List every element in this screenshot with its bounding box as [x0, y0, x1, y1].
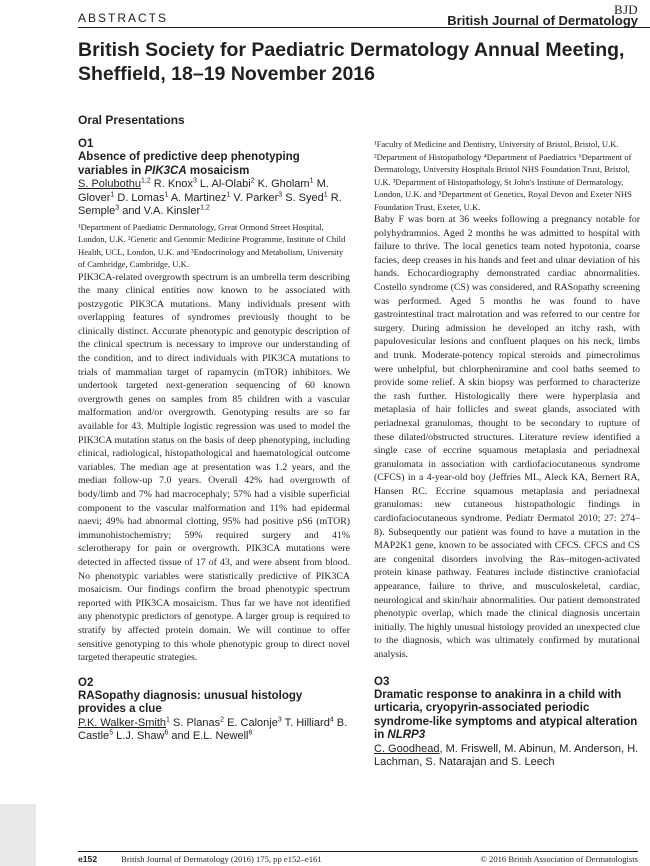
author-name: M. Friswell — [445, 742, 499, 755]
o3-title-pre: Dramatic response to anakinra in a child with urticaria, cryopyrin-associated periodic syndrome-like symptoms and atypical alteration in — [374, 688, 638, 742]
author-affiliation-mark: 6 — [164, 729, 169, 737]
author-name: M. Glover — [78, 178, 329, 204]
abstract-o1-number: O1 — [78, 138, 94, 150]
right-column — [374, 138, 640, 770]
author-affiliation-mark: 2 — [250, 177, 255, 185]
author-affiliation-mark: 3 — [277, 716, 282, 724]
author-separator: , — [553, 742, 560, 755]
abstract-o2-body: Baby F was born at 36 weeks following a pregnancy notable for polyhydramnios. Aged 2 months he was admitted to hospital with failure to thrive. The local genetics team noted hypotonia, coarse facies, deep creases in his hands and feet and ulnar deviation of his hands. Echocardiography demonstrated cardiac abnormalities. Costello syndrome (CS) was considered, and RASopathy screening was performed. Aged 5 months he was found to have gastrointestinal tract malrotation and was referred to our centre for surgery. During admission he developed an itchy rash, with papulovesicular lesions and confluent plaques on his neck, limbs and trunk. Moderate-potency topical steroids and pimecrolimus were unhelpful, but chlorpheniramine and cool baths seemed to provide some relief. A skin biopsy was performed to characterize the rash further. Histologically there were hyperplasia and metaplasia of hair follicles and sweat glands, associated with periadnexal granulomas, thought to be secondary to rupture of these dilated/obstructed structures. Literature review identified a single case of eccrine squamous metaplasia and periadnexal granulomata in association with cardiofaciocutaneous syndrome (CFCS) in a 4-year-old boy (Jeffries ML, Aleck KA, Bernert RA, Hansen RC. Eccrine squamous metaplasia and periadnexal granulomas: new cutaneous histopathologic findings in cardiofaciocutaneous syndrome. Pediatr Dermatol 2010; 27: 274–8). Subsequently our patient was found to have a mutation in the MAP2K1 gene, known to be associated with CFCS. CFCS and CS are congenital disorders involving the Ras–mitogen-activated protein kinase pathway. Features include distinctive craniofacial appearance, failure to thrive, and musculoskeletal, cardiac, neurological and skin/hair abnormalities. Our patient demonstrated phenotypic overlap, which made the clinical diagnosis uncertain initially. The highly unusual histology provided an unexpected clue to the diagnosis, which was ultimately confirmed by mutational analysis. — [374, 214, 640, 660]
author-name: B. Castle — [78, 716, 348, 743]
author-affiliation-mark: 1 — [226, 190, 231, 198]
author-name: K. Gholam — [257, 178, 310, 190]
author-name: S. Planas — [173, 716, 221, 729]
author-name: R. Knox — [153, 178, 193, 190]
author-name: A. Martinez — [170, 191, 227, 204]
author-affiliation-mark: 5 — [109, 729, 114, 737]
author-separator: and — [119, 205, 144, 217]
author-affiliation-mark: 3 — [192, 177, 197, 185]
author-name: T. Hilliard — [284, 716, 330, 729]
footer-left — [78, 854, 322, 864]
footer-rule — [78, 851, 638, 852]
author-separator: , — [498, 742, 505, 755]
page-number: e152 — [78, 854, 98, 864]
o1-title-post: mosaicism — [186, 164, 250, 177]
author-name: E. Calonje — [227, 716, 278, 729]
page-title: British Society for Paediatric Dermatology Annual Meeting, Sheffield, 18–19 November 2016 — [78, 39, 625, 85]
abstract-o1-authors — [78, 178, 350, 219]
author-name: S. Polubothu — [78, 178, 141, 190]
author-affiliation-mark: 1,2 — [200, 204, 210, 212]
author-affiliation-mark: 1 — [323, 190, 328, 198]
abstract-o3-number: O3 — [374, 675, 390, 688]
author-name: S. Syed — [285, 191, 324, 204]
author-name: C. Goodhead — [374, 742, 440, 755]
abstract-o2-authors — [78, 717, 350, 744]
copyright: © 2016 British Association of Dermatologists — [480, 854, 638, 864]
author-affiliation-mark: 1 — [309, 177, 314, 185]
author-name: E.L. Newell — [192, 730, 249, 743]
citation: British Journal of Dermatology (2016) 175, pp e152–e161 — [121, 854, 322, 864]
author-affiliation-mark: 1 — [166, 716, 170, 724]
abstract-o2-title: RASopathy diagnosis: unusual histology provides a clue — [78, 689, 303, 716]
o3-title-gene: NLRP3 — [387, 729, 426, 742]
author-separator: , — [419, 756, 426, 769]
section-label: ABSTRACTS — [78, 11, 169, 25]
o1-title-pre: Absence of predictive deep phenotyping variables in — [78, 151, 300, 177]
author-separator: and — [168, 730, 193, 743]
author-affiliation-mark: 4 — [329, 716, 334, 724]
author-affiliation-mark: 2 — [220, 716, 224, 724]
author-affiliation-mark: 6 — [248, 729, 253, 737]
author-name: M. Abinun — [504, 742, 554, 755]
header-rule — [78, 27, 650, 28]
author-separator: , — [439, 742, 446, 755]
author-affiliation-mark: 3 — [278, 190, 283, 198]
author-separator: and — [486, 756, 512, 769]
author-affiliation-mark: 1 — [164, 190, 169, 198]
author-name: R. Semple — [78, 191, 342, 217]
author-name: L.J. Shaw — [116, 730, 165, 743]
author-name: M. Anderson — [559, 742, 622, 755]
author-name: S. Natarajan — [425, 756, 487, 769]
side-tab — [0, 804, 36, 866]
author-affiliation-mark: 1 — [110, 190, 115, 198]
author-name: D. Lomas — [117, 191, 165, 204]
abstract-o2-number: O2 — [78, 676, 94, 689]
author-name: S. Leech — [511, 756, 555, 769]
abstract-o1-affiliations: ¹Department of Paediatric Dermatology, Great Ormond Street Hospital, London, U.K. ²Genetic and Genomic Medicine Programme, Institute of Child Health, UCL, London, U.K. and ³Endocrinology and Metabolism, University of Cambridge, Cambridge, U.K. — [78, 221, 346, 269]
abstract-o2-affiliations: ¹Faculty of Medicine and Dentistry, University of Bristol, Bristol, U.K. ²Department of Histopathology ⁴Department of Paediatrics ⁶Department of Dermatology, University Hospitals Bristol NHS Foundation Trust, Bristol, U.K. ³Department of Histopathology, St John's Institute of Dermatology, London, U.K. and ⁵Department of Genetics, Royal Devon and Exeter NHS Foundation Trust, Exeter, U.K. — [374, 139, 632, 212]
author-name: P.K. Walker-Smith — [78, 716, 167, 729]
author-affiliation-mark: 1,2 — [141, 177, 151, 185]
abstract-o1-body: PIK3CA-related overgrowth spectrum is an umbrella term describing the many clinical entities now known to be associated with postzygotic PIK3CA mutations. Many individuals present with overlapping features of syndromes previously thought to be clinically distinct. Accurate phenotypic and genotypic description of the clinical spectrum is necessary to improve our understanding of the condition, and to direct individuals with PIK3CA mutations to trials of mammalian target of rapamycin (mTOR) inhibitors. We undertook targeted next-generation sequencing of 60 known overgrowth genes on samples from 85 children with a vascular malformation and/or overgrowth. Genotyping results are so far available for 43. Multiple logistic regression was used to model the PIK3CA mutation status on the basis of deep phenotyping, including clinical, radiological, histopathological and haematological outcome variables. The median age at presentation was 1.2 years, and the median follow-up 7.0 years. Overall 42% had overgrowth of body/limb and 7% had macrocephaly; 57% had a visible superficial component to the vascular malformation and 11% had epidermal naevi; 49% had abnormal clotting, 95% had positive pS6 (mTOR) immunohistochemistry; 59% required surgery and 41% sclerotherapy for pain or overgrowth. PIK3CA mutations were detected in affected tissue of 17 of 43, and were absent from blood. No phenotypic variables were statistically predictive of PIK3CA mosaicism. Our findings confirm the broad phenotypic spectrum reported with PIK3CA mosaicism. Thus far we have not identified any phenotypic predictors of genotype. A larger group is required to stratify by affected protein domain. We will continue to offer sensitive genotyping to this whole phenotypic group to direct novel targeted therapeutic strategies. — [78, 271, 350, 664]
journal-logo: BJD — [613, 2, 638, 17]
author-name: H. Lachman — [374, 742, 639, 769]
abstract-o3-authors — [374, 743, 640, 770]
author-separator: , — [621, 742, 628, 755]
abstract-o1-title — [78, 151, 350, 178]
abstract-o3-title — [374, 689, 640, 743]
journal-name: British Journal of Dermatology — [447, 13, 638, 28]
section-heading: Oral Presentations — [78, 113, 185, 127]
author-name: V. Parker — [233, 191, 279, 204]
left-column — [78, 138, 350, 744]
author-affiliation-mark: 3 — [115, 204, 120, 212]
o1-title-gene: PIK3CA — [144, 164, 187, 177]
author-name: L. Al-Olabi — [199, 178, 251, 190]
author-name: V.A. Kinsler — [143, 205, 201, 217]
